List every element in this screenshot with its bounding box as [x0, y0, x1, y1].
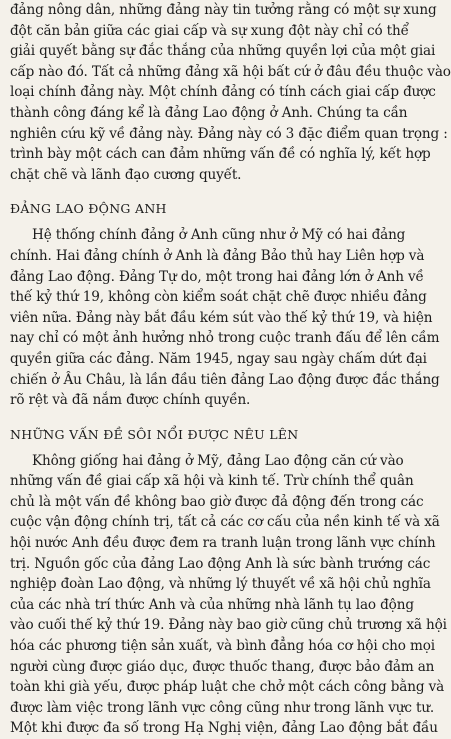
text-line: thành công đáng kể là đảng Lao động ở Anh. Chúng ta cần — [10, 104, 408, 121]
text-line: nghiệp đoàn Lao động, và những lý thuyết về xã hội chủ nghĩa — [10, 576, 431, 593]
text-line: cuộc vận động chính trị, tất cả các cơ cấu của nền kinh tế và xã — [10, 514, 440, 531]
text-line: chính. Hai đảng chính ở Anh là đảng Bảo thủ hay Liên hợp và — [10, 247, 425, 264]
text-line: người cùng được giáo dục, được thuốc thang, được bảo đảm an — [10, 658, 435, 675]
text-line: quyền giữa các đảng. Năm 1945, ngay sau ngày chấm dứt đại — [10, 350, 427, 367]
text-line: toàn khi già yếu, được pháp luật che chở một cách công bằng và — [10, 679, 445, 696]
text-line: trình bày một cách can đảm những vấn đề có nghĩa lý, kết hợp — [10, 146, 431, 163]
text-line: đảng Lao động. Đảng Tự do, một trong hai đảng lớn ở Anh về — [10, 268, 424, 285]
text-line: đột căn bản giữa các giai cấp và sự xung đột này chỉ có thể — [10, 22, 409, 39]
paragraph-1 — [10, 0, 450, 185]
paragraph-3 — [10, 451, 450, 739]
text-line: hội nước Anh đều được đem ra tranh luận trong lãnh vực chính — [10, 535, 436, 552]
text-line: chủ là một vấn đề không bao giờ được đả động đến trong các — [10, 493, 424, 510]
text-line: Hệ thống chính đảng ở Anh cũng như ở Mỹ có hai đảng — [32, 227, 406, 244]
text-line: nghiên cứu kỹ về đảng này. Đảng này có 3 đặc điểm quan trọng : — [10, 125, 448, 142]
text-line: viên nữa. Đảng này bắt đầu kém sút vào thế kỷ thứ 19, và hiện — [10, 309, 433, 326]
text-line: chiến ở Âu Châu, là lần đầu tiên đảng Lao động được đắc thắng — [10, 371, 440, 388]
text-line: loại chính đảng này. Một chính đảng có tính cách giai cấp được — [10, 84, 436, 101]
text-line: nay chỉ có một ảnh hưởng nhỏ trong cuộc tranh đấu để lên cầm — [10, 330, 440, 347]
text-line: Một khi được đa số trong Hạ Nghị viện, đảng Lao động bắt đầu — [10, 720, 438, 737]
text-line: trị. Nguồn gốc của đảng Lao động Anh là sức bành trướng các — [10, 555, 431, 572]
text-line: đảng nông dân, những đảng này tin tưởng rằng có một sự xung — [10, 2, 437, 18]
section-heading-dang-lao-dong-anh: ĐẢNG LAO ĐỘNG ANH — [10, 201, 167, 217]
text-line: những vấn đề giai cấp xã hội và kinh tế. Trừ chính thể quân — [10, 473, 414, 490]
paragraph-2 — [10, 225, 450, 410]
text-line: chặt chẽ và lãnh đạo cương quyết. — [10, 166, 242, 183]
section-heading-nhung-van-de: NHỮNG VẤN ĐỀ SÔI NỔI ĐƯỢC NÊU LÊN — [10, 426, 299, 442]
text-line: hóa các phương tiện sản xuất, và bình đẳng hóa cơ hội cho mọi — [10, 638, 435, 655]
text-line: của các nhà trí thức Anh và của những nhà lãnh tụ lao động — [10, 596, 414, 613]
text-line: Không giống hai đảng ở Mỹ, đảng Lao động căn cứ vào — [32, 452, 404, 469]
text-line: được làm việc trong lãnh vực công cũng như trong lãnh vực tư. — [10, 699, 435, 716]
text-line: thế kỷ thứ 19, không còn kiểm soát chặt chẽ được nhiều đảng — [10, 289, 427, 306]
text-line: rõ rệt và đã nắm được chính quyền. — [10, 392, 251, 409]
text-line: cấp nào đó. Tất cả những đảng xã hội bất cứ ở đâu đều thuộc vào — [10, 63, 451, 80]
text-line: vào cuối thế kỷ thứ 19. Đảng này bao giờ cũng chủ trương xã hội — [10, 617, 447, 634]
text-line: giải quyết bằng sự đắc thắng của những quyền lợi của một giai — [10, 43, 436, 60]
